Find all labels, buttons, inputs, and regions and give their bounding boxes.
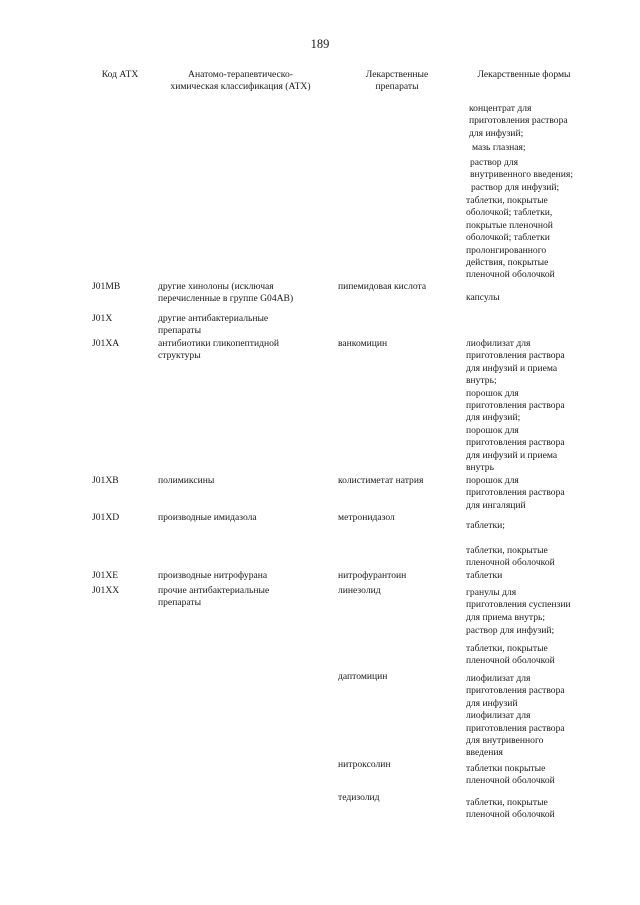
form-daptomycin [466, 673, 565, 760]
cell-line: нитроксолин [338, 759, 391, 770]
class-J01X [158, 313, 268, 338]
drug-linezolid [338, 585, 381, 597]
cell-line: приготовления раствора [466, 487, 565, 499]
class-J01XE [158, 570, 267, 582]
cell-line: тедизолид [338, 792, 380, 803]
cell-line: порошок для [466, 475, 519, 486]
form-continued-1 [469, 103, 568, 140]
class-J01MB [158, 281, 293, 306]
cell-line: пленочной оболочкой [466, 557, 555, 569]
form-colistimethate [466, 475, 565, 512]
cell-line: антибиотики гликопептидной [158, 338, 280, 349]
code-J01XX [92, 585, 119, 597]
cell-line: J01XE [92, 570, 119, 581]
cell-line: производные имидазола [158, 512, 257, 523]
cell-line: порошок для [466, 387, 519, 399]
cell-line: пленочной оболочкой [466, 269, 555, 281]
cell-line: лиофилизат для [466, 338, 531, 349]
cell-line: полимиксины [158, 475, 215, 486]
form-continued-2 [472, 142, 526, 154]
cell-line: J01XA [92, 338, 120, 349]
cell-line: структуры [158, 350, 201, 362]
cell-line: раствор для инфузий; [471, 182, 560, 193]
header-code: Код АТХ [101, 69, 139, 80]
form-linezolid-3 [466, 643, 555, 668]
cell-line: оболочкой; таблетки [466, 232, 550, 244]
cell-line: для инфузий [466, 697, 518, 709]
cell-line: нитрофурантоин [338, 570, 407, 581]
code-J01XB [92, 475, 119, 487]
form-continued-5 [466, 195, 555, 282]
cell-line: порошок для [466, 424, 519, 436]
cell-line: пленочной оболочкой [466, 775, 555, 787]
cell-line: приготовления раствора [466, 400, 565, 412]
form-tedizolid [466, 797, 555, 822]
header-classification-line: химическая классификация (АТХ) [170, 81, 311, 93]
form-metronidazole-2 [466, 545, 555, 570]
header-drugs-line: препараты [375, 81, 419, 93]
class-J01XB [158, 475, 214, 487]
cell-line: оболочкой; таблетки, [466, 207, 553, 219]
cell-line: таблетки; [466, 520, 505, 531]
class-J01XA [158, 338, 279, 363]
cell-line: раствор для [470, 157, 519, 168]
drug-metronidazole [338, 512, 395, 524]
cell-line: для ингаляций [466, 499, 526, 511]
class-J01XD [158, 512, 257, 524]
cell-line: внутрь [466, 462, 494, 474]
cell-line: даптомицин [338, 671, 388, 682]
cell-line: таблетки, покрытые [466, 545, 548, 556]
form-vancomycin [466, 338, 565, 474]
form-metronidazole-1 [466, 520, 505, 532]
page-number: 189 [310, 37, 330, 51]
cell-line: таблетки [466, 570, 503, 581]
header-forms: Лекарственные формы [477, 69, 571, 80]
cell-line: ванкомицин [338, 338, 388, 349]
cell-line: для инфузий и приема [466, 449, 558, 461]
cell-line: пленочной оболочкой [466, 655, 555, 667]
form-nitrofurantoin [466, 570, 502, 582]
cell-line: другие антибактериальные [158, 313, 269, 324]
cell-line: действия, покрытые [466, 257, 549, 269]
cell-line: перечисленные в группе G04AB) [158, 293, 294, 305]
cell-line: J01XX [92, 585, 120, 596]
cell-line: производные нитрофурана [158, 570, 268, 581]
cell-line: приготовления раствора [469, 115, 568, 127]
header-classification-line: Анатомо-терапевтическо- [188, 69, 293, 80]
header-drugs-line: Лекарственные [365, 69, 429, 80]
cell-line: колистиметат натрия [338, 475, 424, 486]
cell-line: для инфузий; [466, 412, 521, 424]
cell-line: гранулы для [466, 587, 517, 598]
cell-line: концентрат для [469, 103, 532, 114]
cell-line: таблетки, покрытые [466, 797, 548, 808]
cell-line: пипемидовая кислота [338, 281, 427, 292]
drug-pipemidic [338, 281, 426, 293]
cell-line: таблетки, покрытые [466, 643, 548, 654]
cell-line: внутрь; [466, 375, 497, 387]
cell-line: внутривенного введения; [470, 169, 574, 181]
cell-line: раствор для инфузий; [466, 625, 555, 636]
cell-line: пролонгированного [466, 244, 547, 256]
code-J01XD [92, 512, 119, 524]
cell-line: капсулы [466, 292, 500, 303]
cell-line: таблетки покрытые [466, 763, 546, 774]
cell-line: для инфузий и приема [466, 362, 558, 374]
class-J01XX [158, 585, 269, 610]
code-J01XA [92, 338, 119, 350]
cell-line: лиофилизат для [466, 710, 531, 722]
form-nitroxoline [466, 763, 555, 788]
cell-line: покрытые пленочной [466, 219, 553, 231]
cell-line: лиофилизат для [466, 673, 531, 684]
cell-line: линезолид [338, 585, 381, 596]
form-linezolid-1 [466, 587, 571, 624]
header-classification [158, 69, 323, 94]
cell-line: препараты [158, 597, 202, 609]
drug-vancomycin [338, 338, 387, 350]
cell-line: для приема внутрь; [466, 611, 546, 623]
code-J01X [92, 313, 112, 325]
cell-line: введения [466, 747, 503, 759]
cell-line: мазь глазная; [472, 142, 526, 153]
cell-line: пленочной оболочкой [466, 809, 555, 821]
drug-nitroxoline [338, 759, 391, 771]
drug-daptomycin [338, 671, 387, 683]
cell-line: прочие антибактериальные [158, 585, 270, 596]
form-continued-4 [471, 182, 559, 194]
drug-colistimethate [338, 475, 423, 487]
drug-tedizolid [338, 792, 380, 804]
cell-line: приготовления раствора [466, 722, 565, 734]
header-drugs [338, 69, 456, 94]
cell-line: приготовления суспензии [466, 599, 571, 611]
cell-line: приготовления раствора [466, 437, 565, 449]
cell-line: метронидазол [338, 512, 395, 523]
cell-line: таблетки, покрытые [466, 195, 548, 206]
cell-line: приготовления раствора [466, 685, 565, 697]
form-continued-3 [470, 157, 573, 182]
code-J01XE [92, 570, 118, 582]
form-linezolid-2 [466, 625, 554, 637]
cell-line: J01MB [92, 281, 121, 292]
cell-line: J01XB [92, 475, 119, 486]
cell-line: другие хинолоны (исключая [158, 281, 274, 292]
form-pipemidic [466, 292, 500, 304]
drug-nitrofurantoin [338, 570, 406, 582]
cell-line: приготовления раствора [466, 350, 565, 362]
cell-line: препараты [158, 325, 202, 337]
cell-line: для внутривенного [466, 735, 544, 747]
cell-line: J01XD [92, 512, 120, 523]
cell-line: для инфузий; [469, 127, 524, 139]
cell-line: J01X [92, 313, 113, 324]
code-J01MB [92, 281, 120, 293]
